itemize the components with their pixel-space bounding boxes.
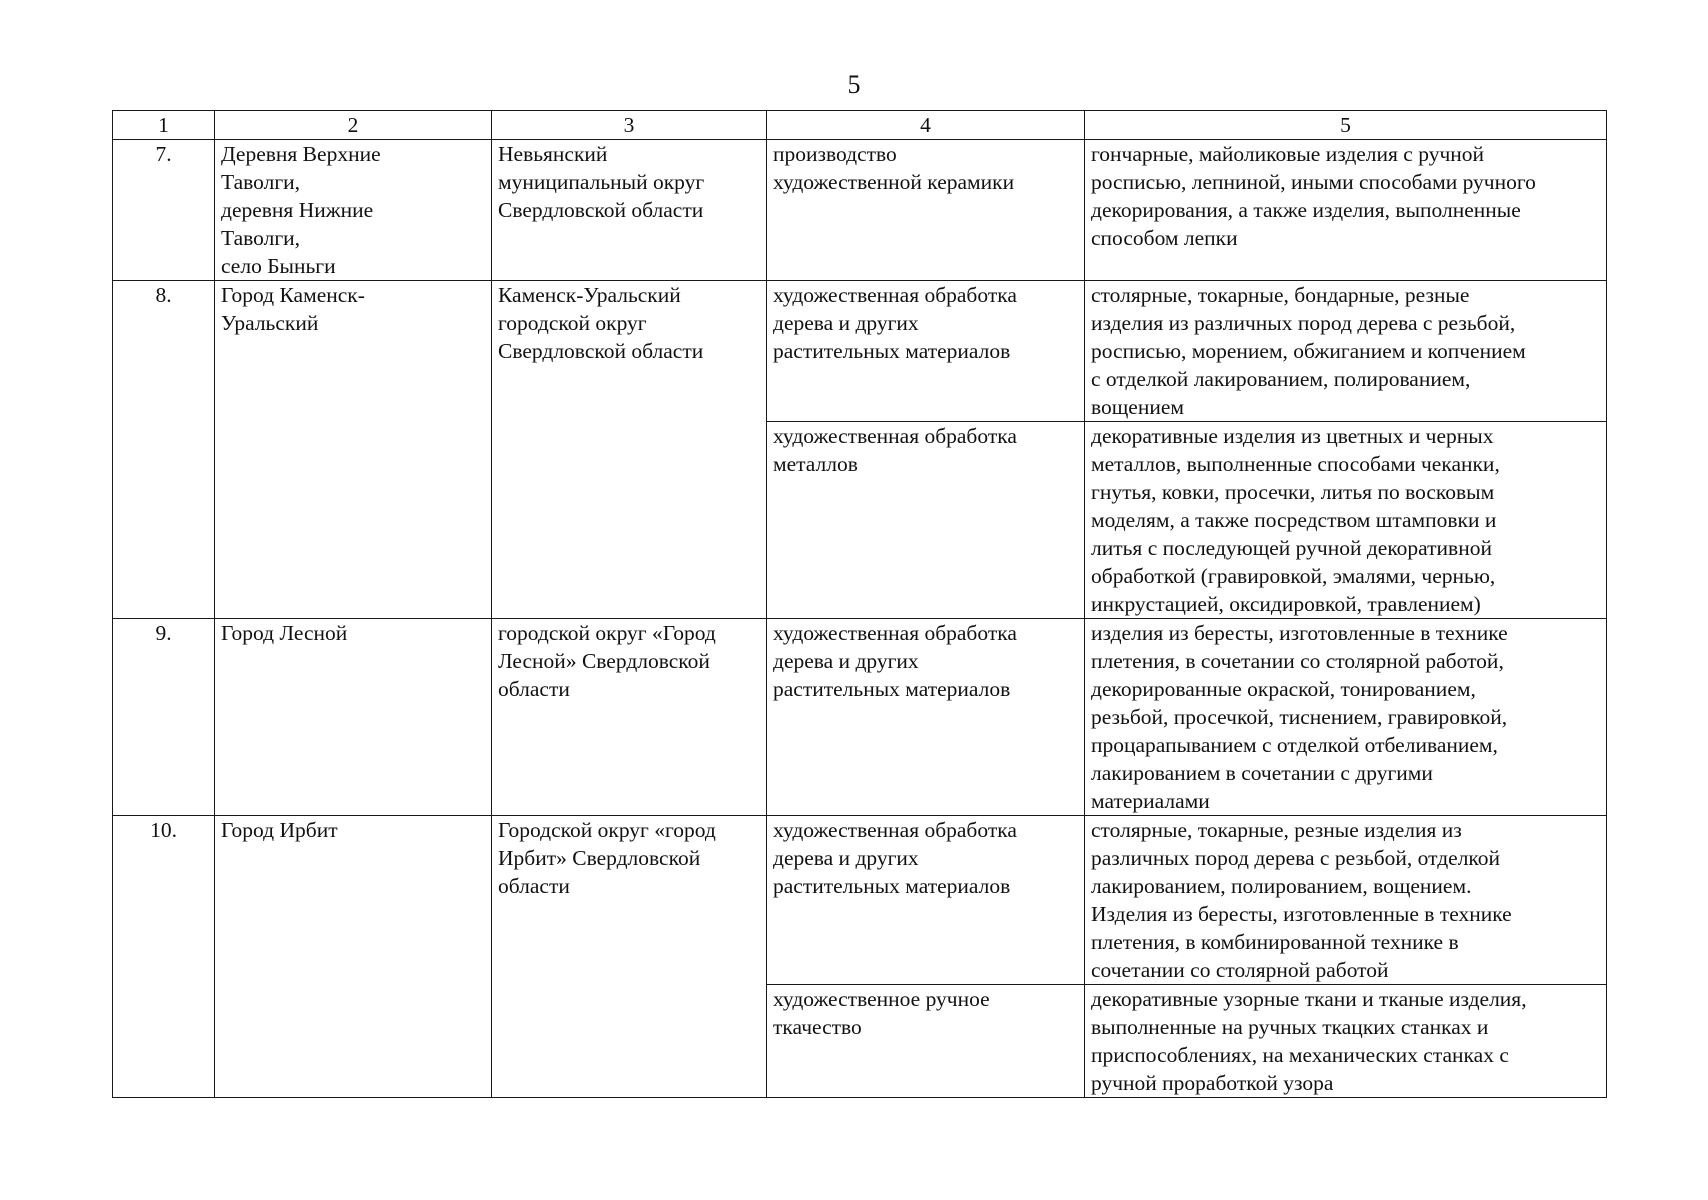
municipality-line: Городской округ «город xyxy=(498,818,716,842)
municipality-cell xyxy=(492,281,767,619)
products-line: резьбой, просечкой, тиснением, гравировкой, xyxy=(1091,705,1508,729)
craft-type-line: художественная обработка xyxy=(773,621,1017,645)
products-line: Изделия из бересты, изготовленные в технике xyxy=(1091,902,1512,926)
table-row xyxy=(113,140,1607,281)
products-line: инкрустацией, оксидировкой, травлением) xyxy=(1091,592,1481,616)
craft-type-line: ткачество xyxy=(773,1015,862,1039)
craft-type-line: металлов xyxy=(773,452,858,476)
products-line: плетения, в сочетании со столярной работой, xyxy=(1091,649,1504,673)
table-row xyxy=(113,281,1607,422)
products-line: различных пород дерева с резьбой, отделкой xyxy=(1091,846,1501,870)
municipality-line: Свердловской области xyxy=(498,339,704,363)
row-number-cell: 10. xyxy=(113,816,215,1098)
page-number: 5 xyxy=(847,70,861,99)
products-cell xyxy=(1085,816,1607,985)
municipality-cell xyxy=(492,140,767,281)
settlement-line: Уральский xyxy=(221,311,319,335)
products-cell xyxy=(1085,140,1607,281)
settlement-line: Таволги, xyxy=(221,226,301,250)
craft-type-line: дерева и других xyxy=(773,649,919,673)
craft-type-cell xyxy=(767,140,1085,281)
header-cell-5: 5 xyxy=(1085,111,1607,140)
products-line: росписью, лепниной, иными способами ручного xyxy=(1091,170,1536,194)
table-row xyxy=(113,816,1607,985)
row-number-cell: 7. xyxy=(113,140,215,281)
products-line: столярные, токарные, бондарные, резные xyxy=(1091,283,1470,307)
municipality-line: городской округ xyxy=(498,311,647,335)
products-cell xyxy=(1085,985,1607,1098)
table-body xyxy=(113,111,1607,1098)
settlement-line: Деревня Верхние xyxy=(221,142,381,166)
craft-type-cell xyxy=(767,816,1085,985)
municipality-line: Ирбит» Свердловской xyxy=(498,846,701,870)
products-line: материалами xyxy=(1091,789,1210,813)
products-line: декорирования, а также изделия, выполненные xyxy=(1091,198,1521,222)
settlement-cell xyxy=(215,619,492,816)
row-number-cell: 8. xyxy=(113,281,215,619)
products-line: изделия из бересты, изготовленные в технике xyxy=(1091,621,1508,645)
craft-type-line: дерева и других xyxy=(773,311,919,335)
settlement-line: Город Каменск- xyxy=(221,283,365,307)
products-line: литья с последующей ручной декоративной xyxy=(1091,536,1492,560)
settlement-line: Таволги, xyxy=(221,170,301,194)
craft-type-line: художественное ручное xyxy=(773,987,990,1011)
products-line: декорированные окраской, тонированием, xyxy=(1091,677,1476,701)
products-line: вощением xyxy=(1091,395,1185,419)
municipality-cell xyxy=(492,619,767,816)
products-line: гнутья, ковки, просечки, литья по восковым xyxy=(1091,480,1495,504)
header-cell-4: 4 xyxy=(767,111,1085,140)
craft-type-line: производство xyxy=(773,142,897,166)
header-cell-2: 2 xyxy=(215,111,492,140)
settlement-cell xyxy=(215,140,492,281)
products-line: лакированием, полированием, вощением. xyxy=(1091,874,1472,898)
products-line: плетения, в комбинированной технике в xyxy=(1091,930,1459,954)
products-line: гончарные, майоликовые изделия с ручной xyxy=(1091,142,1485,166)
settlement-line: Город Ирбит xyxy=(221,818,338,842)
craft-type-line: художественная обработка xyxy=(773,283,1017,307)
municipality-line: Лесной» Свердловской xyxy=(498,649,710,673)
settlement-line: село Быньги xyxy=(221,254,336,278)
products-line: приспособлениях, на механических станках с xyxy=(1091,1043,1509,1067)
products-line: с отделкой лакированием, полированием, xyxy=(1091,367,1471,391)
products-line: ручной проработкой узора xyxy=(1091,1071,1334,1095)
craft-type-line: художественная обработка xyxy=(773,818,1017,842)
products-cell xyxy=(1085,281,1607,422)
products-line: декоративные узорные ткани и тканые изделия, xyxy=(1091,987,1527,1011)
products-line: моделям, а также посредством штамповки и xyxy=(1091,508,1497,532)
products-cell xyxy=(1085,422,1607,619)
craft-type-cell xyxy=(767,619,1085,816)
craft-type-cell xyxy=(767,422,1085,619)
products-line: столярные, токарные, резные изделия из xyxy=(1091,818,1462,842)
products-line: обработкой (гравировкой, эмалями, чернью, xyxy=(1091,564,1496,588)
products-line: лакированием в сочетании с другими xyxy=(1091,761,1433,785)
craft-type-cell xyxy=(767,281,1085,422)
craft-type-cell xyxy=(767,985,1085,1098)
settlement-cell xyxy=(215,816,492,1098)
products-line: сочетании со столярной работой xyxy=(1091,958,1389,982)
municipality-line: городской округ «Город xyxy=(498,621,716,645)
settlement-line: деревня Нижние xyxy=(221,198,374,222)
products-cell xyxy=(1085,619,1607,816)
products-line: росписью, морением, обжиганием и копчением xyxy=(1091,339,1526,363)
municipality-line: Невьянский xyxy=(498,142,608,166)
row-number-cell: 9. xyxy=(113,619,215,816)
craft-type-line: дерева и других xyxy=(773,846,919,870)
municipality-line: муниципальный округ xyxy=(498,170,705,194)
settlement-cell xyxy=(215,281,492,619)
header-row xyxy=(113,111,1607,140)
table-row xyxy=(113,619,1607,816)
header-cell-1: 1 xyxy=(113,111,215,140)
products-line: способом лепки xyxy=(1091,226,1238,250)
municipality-line: области xyxy=(498,677,570,701)
craft-type-line: растительных материалов xyxy=(773,677,1011,701)
craft-type-line: художественной керамики xyxy=(773,170,1015,194)
municipality-line: Каменск-Уральский xyxy=(498,283,681,307)
craft-type-line: художественная обработка xyxy=(773,424,1017,448)
products-line: процарапыванием с отделкой отбеливанием, xyxy=(1091,733,1498,757)
products-line: изделия из различных пород дерева с резьбой, xyxy=(1091,311,1516,335)
municipality-line: области xyxy=(498,874,570,898)
craft-type-line: растительных материалов xyxy=(773,339,1011,363)
products-line: декоративные изделия из цветных и черных xyxy=(1091,424,1494,448)
crafts-table xyxy=(112,110,1607,1098)
products-line: металлов, выполненные способами чеканки, xyxy=(1091,452,1500,476)
craft-type-line: растительных материалов xyxy=(773,874,1011,898)
settlement-line: Город Лесной xyxy=(221,621,348,645)
municipality-line: Свердловской области xyxy=(498,198,704,222)
products-line: выполненные на ручных ткацких станках и xyxy=(1091,1015,1489,1039)
municipality-cell xyxy=(492,816,767,1098)
header-cell-3: 3 xyxy=(492,111,767,140)
